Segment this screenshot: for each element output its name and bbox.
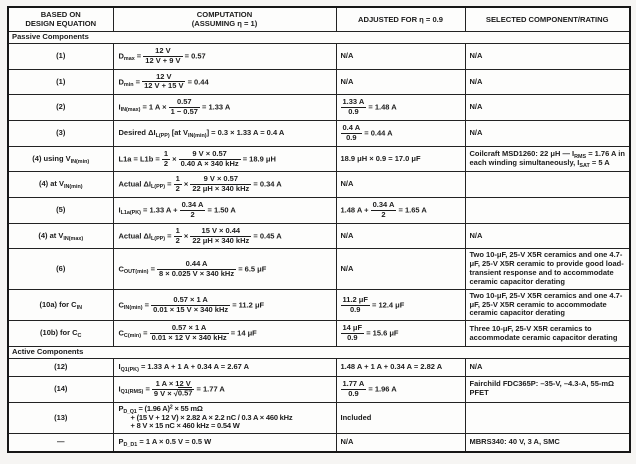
table-row [8, 223, 630, 249]
fraction-numerator: 1 [163, 148, 169, 158]
cell-selected-component [465, 402, 630, 434]
fraction-numerator: 0.34 A [181, 200, 204, 210]
fraction-numerator: 15 V × 0.44 [190, 227, 251, 237]
cell-design-equation: (4) at $V_{IN(max)}$ [8, 223, 113, 249]
header-computation-line1: COMPUTATION [196, 10, 253, 19]
fraction-numerator: 11.2 μF [342, 294, 368, 304]
table-row [8, 146, 630, 172]
table-row [8, 69, 630, 95]
cell-design-equation: (2) [8, 95, 113, 121]
subscript: SAT [579, 162, 590, 169]
cell-selected-component: Fairchild FDC365P: –35-V, –4.3-A, 55-mΩ PFET [465, 376, 630, 402]
cell-selected-component: N/A [465, 95, 630, 121]
fraction [179, 150, 241, 169]
cell-computation: $C_{IN(min)}$ = $\frac{0.57 \times 1 A}{\text{0.01 × 15 V × 340 kHz}}$ = 11.2 μF [113, 289, 336, 321]
fraction-denominator: 2 [381, 209, 386, 219]
fraction-denominator: 0.9 [347, 333, 358, 343]
subscript: Q1(RMS) [120, 389, 144, 396]
fraction-denominator: 0.9 [348, 388, 359, 398]
fraction [341, 380, 367, 399]
cell-design-equation: (14) [8, 376, 113, 402]
cell-computation: Actual $\Delta I_{L(PP)}$ = $\frac{1}{2}$ × $\frac{15 V \times 0.44}{\text{22 μH × 340 kHz}}$ = 0.45 A [113, 223, 336, 249]
cell-adjusted: 18.9 μH × 0.9 = 17.0 μF [336, 146, 465, 172]
fraction-denominator: 0.9 [350, 304, 361, 314]
fraction-numerator: 1.77 A [342, 378, 365, 388]
fraction-numerator: 0.57 × 1 A [151, 296, 230, 306]
table-row [8, 376, 630, 402]
subscript: D_D1 [123, 441, 138, 448]
fraction-numerator: 12 V [143, 47, 182, 57]
subscript: IN(min) [70, 158, 90, 165]
formula-line: + 8 V × 15 nC × 460 kHz = 0.54 W [130, 421, 240, 431]
subscript: Q1(PK) [120, 366, 139, 373]
fraction [142, 73, 185, 92]
table-row [8, 120, 630, 146]
fraction [169, 98, 200, 117]
fraction [341, 124, 363, 143]
cell-adjusted: N/A [336, 69, 465, 95]
fraction [152, 380, 195, 399]
cell-selected-component: Coilcraft MSD1260: 22 μH — $I_{RMS} = 1.76$ A in each winding simultaneously, $I_{SAT} = 5$ A [465, 146, 630, 172]
fraction-denominator: 1 − 0.57 [170, 107, 198, 117]
fraction-denominator: 2 [175, 184, 180, 194]
fraction-numerator: 1 [175, 225, 180, 235]
cell-computation: $D_{min}$ = $\frac{12 V}{12 V + 15 V}$ = 0.44 [113, 69, 336, 95]
table-row [8, 321, 630, 347]
subscript: L1a(PK) [120, 210, 141, 217]
cell-computation: $I_{Q1(PK)} = 1.33$ A + 1 A + 0.34 A = 2.67 A [113, 358, 336, 376]
header-computation [113, 7, 336, 31]
fraction [157, 260, 236, 279]
table-row [8, 289, 630, 321]
cell-computation [113, 402, 336, 434]
subscript: L(PP) [150, 235, 166, 242]
table-row [8, 43, 630, 69]
fraction-numerator: 14 μF [342, 323, 363, 333]
fraction-denominator: 0.01 × 12 V × 340 kHz [151, 333, 227, 343]
cell-adjusted: $\frac{14 \mu F}{0.9}$ = 15.6 μF [336, 321, 465, 347]
cell-selected-component: N/A [465, 358, 630, 376]
section-row [8, 347, 630, 359]
cell-computation: $C_{OUT(min)}$ = $\frac{0.44 A}{\text{8 × 0.025 V × 340 kHz}}$ = 6.5 μF [113, 249, 336, 289]
cell-selected-component: N/A [465, 223, 630, 249]
cell-selected-component [465, 198, 630, 224]
cell-design-equation: (1) [8, 69, 113, 95]
cell-design-equation: (4) at $V_{IN(min)}$ [8, 172, 113, 198]
fraction [162, 150, 170, 169]
table-header-row [8, 7, 630, 31]
header-design-equation [8, 7, 113, 31]
cell-computation: $I_{Q1(RMS)}$ = $\frac{1 A \times 12 V}{9 V \times √0.57}$ = 1.77 A [113, 376, 336, 402]
fraction-denominator: 2 [175, 235, 180, 245]
cell-selected-component: Three 10-μF, 25-V X5R ceramics to accommodate ceramic capacitor derating [465, 321, 630, 347]
cell-design-equation: (12) [8, 358, 113, 376]
fraction [174, 175, 182, 194]
subscript: min [123, 81, 134, 88]
cell-computation: $D_{max}$ = $\frac{12 V}{12 V + 9 V}$ = 0.57 [113, 43, 336, 69]
cell-adjusted: N/A [336, 43, 465, 69]
fraction-denominator: 22 μH × 340 kHz [192, 184, 250, 194]
fraction-denominator: 2 [190, 209, 195, 219]
fraction-denominator: 9 V × √0.57 [153, 388, 193, 398]
subscript: max [123, 56, 135, 63]
fraction [174, 227, 182, 246]
fraction [341, 324, 365, 343]
cell-selected-component: N/A [465, 120, 630, 146]
cell-selected-component [465, 172, 630, 198]
fraction-numerator: 0.57 × 1 A [150, 324, 229, 334]
fraction-numerator: 0.44 A [157, 260, 236, 270]
cell-design-equation: (1) [8, 43, 113, 69]
cell-selected-component: N/A [465, 69, 630, 95]
cell-design-equation: (10a) for $C_{IN}$ [8, 289, 113, 321]
fraction-denominator: 0.9 [348, 107, 359, 117]
header-selected-component: SELECTED COMPONENT/RATING [465, 7, 630, 31]
subscript: D_Q1 [123, 408, 137, 415]
cell-design-equation: (3) [8, 120, 113, 146]
sqrt-expression: √0.57 [173, 388, 193, 398]
fraction-denominator: 0.9 [346, 132, 357, 142]
fraction [150, 324, 229, 343]
cell-design-equation: (13) [8, 402, 113, 434]
cell-adjusted: $\frac{1.77 A}{0.9}$ = 1.96 A [336, 376, 465, 402]
fraction-denominator: 2 [163, 158, 169, 168]
cell-selected-component: Two 10-μF, 25-V X5R ceramics and one 4.7-μF, 25-V X5R ceramic to accommodate ceramic capacitor derating [465, 289, 630, 321]
fraction-numerator: 1 A × 12 V [152, 380, 195, 390]
header-design-equation-line2: DESIGN EQUATION [25, 19, 97, 29]
subscript: RMS [574, 154, 587, 161]
cell-adjusted: $\frac{0.4 A}{0.9}$ = 0.44 A [336, 120, 465, 146]
fraction [143, 47, 182, 66]
fraction [190, 175, 251, 194]
table-row [8, 402, 630, 434]
fraction-numerator: 1.33 A [342, 97, 365, 107]
fraction-denominator: 22 μH × 340 kHz [192, 235, 250, 245]
subscript: IN [76, 304, 82, 311]
subscript: OUT(min) [123, 268, 149, 275]
fraction [180, 201, 206, 220]
section-title: Active Components [8, 347, 630, 359]
fraction-numerator: 0.4 A [342, 122, 361, 132]
fraction-denominator: 12 V + 15 V [144, 81, 184, 91]
fraction [371, 201, 397, 220]
cell-computation: $C_{C(min)}$ = $\frac{0.57 \times 1 A}{\text{0.01 × 12 V × 340 kHz}}$ = 14 μF [113, 321, 336, 347]
subscript: IN(min) [123, 304, 143, 311]
subscript: IN(max) [120, 107, 141, 114]
formula-line: + (15 V + 12 V) × 2.82 A × 2.2 nC / 0.3 A × 460 kHz [130, 412, 293, 422]
cell-computation: $I_{L1a(PK)} = 1.33$ A + $\frac{0.34 A}{2}$ = 1.50 A [113, 198, 336, 224]
cell-computation: Desired $\Delta I_{L(PP)}$ [at $V_{IN(min)}] = 0.3 \times 1.33$ A = 0.4 A [113, 120, 336, 146]
subscript: IN(max) [63, 235, 84, 242]
fraction [190, 227, 251, 246]
superscript: 2 [169, 403, 173, 410]
subscript: L(PP) [155, 132, 170, 139]
cell-computation: L1a = L1b = $\frac{1}{2}$ × $\frac{9 V \times 0.57}{\text{0.40 A × 340 kHz}}$ = 18.9 μH [113, 146, 336, 172]
header-design-equation-line1: BASED ON [40, 10, 81, 19]
fraction-denominator: 0.01 × 15 V × 340 kHz [153, 304, 229, 314]
cell-design-equation: (5) [8, 198, 113, 224]
design-computation-table [7, 6, 631, 453]
fraction-denominator: 0.40 A × 340 kHz [180, 158, 239, 168]
table-row [8, 95, 630, 121]
fraction [341, 98, 367, 117]
cell-design-equation: (6) [8, 249, 113, 289]
formula-line: $P_{D\_Q1} = (1.96$ A)$^2$ × 55 mΩ [118, 403, 203, 415]
cell-computation: $P_{D\_D1} = 1$ A × 0.5 V = 0.5 W [113, 434, 336, 452]
table-row [8, 358, 630, 376]
cell-selected-component: MBRS340: 40 V, 3 A, SMC [465, 434, 630, 452]
fraction-numerator: 0.34 A [372, 200, 395, 210]
cell-adjusted: $\frac{1.33 A}{0.9}$ = 1.48 A [336, 95, 465, 121]
table-row [8, 434, 630, 452]
fraction-denominator: 8 × 0.025 V × 340 kHz [159, 268, 235, 278]
subscript: IN(min) [188, 132, 207, 139]
cell-adjusted: 1.48 A + $\frac{0.34 A}{2}$ = 1.65 A [336, 198, 465, 224]
table-row [8, 172, 630, 198]
table-row [8, 249, 630, 289]
header-computation-line2: (ASSUMING η = 1) [191, 19, 258, 29]
header-adjusted: ADJUSTED FOR η = 0.9 [336, 7, 465, 31]
section-row [8, 31, 630, 43]
cell-selected-component: N/A [465, 43, 630, 69]
section-title: Passive Components [8, 31, 630, 43]
cell-adjusted: $\frac{11.2 \mu F}{0.9}$ = 12.4 μF [336, 289, 465, 321]
sqrt-argument: 0.57 [177, 388, 193, 398]
subscript: C [77, 333, 82, 340]
table-row [8, 198, 630, 224]
subscript: C(min) [123, 333, 141, 340]
fraction-numerator: 1 [175, 174, 180, 184]
cell-selected-component: Two 10-μF, 25-V X5R ceramics and one 4.7-μF, 25-V X5R ceramic to provide good load-transient response and to accommodate ceramic capacitor derating [465, 249, 630, 289]
fraction [151, 296, 230, 315]
cell-design-equation: — [8, 434, 113, 452]
cell-adjusted: N/A [336, 223, 465, 249]
cell-adjusted: N/A [336, 249, 465, 289]
fraction-numerator: 12 V [142, 73, 185, 83]
fraction-numerator: 9 V × 0.57 [190, 175, 251, 185]
cell-adjusted: N/A [336, 434, 465, 452]
fraction-numerator: 9 V × 0.57 [179, 150, 241, 160]
fraction-denominator: 12 V + 9 V [145, 55, 181, 65]
cell-design-equation: (10b) for $C_C$ [8, 321, 113, 347]
cell-adjusted: N/A [336, 172, 465, 198]
fraction-numerator: 0.57 [169, 98, 200, 108]
cell-adjusted: Included [336, 402, 465, 434]
subscript: IN(min) [63, 184, 83, 191]
cell-adjusted: 1.48 A + 1 A + 0.34 A = 2.82 A [336, 358, 465, 376]
subscript: L(PP) [150, 184, 166, 191]
table-body [8, 31, 630, 451]
cell-computation: Actual $\Delta I_{L(PP)}$ = $\frac{1}{2}$ × $\frac{9 V \times 0.57}{\text{22 μH × 340 kHz}}$ = 0.34 A [113, 172, 336, 198]
cell-computation: $I_{IN(max)} = 1$ A × $\frac{0.57}{1 - 0.57}$ = 1.33 A [113, 95, 336, 121]
cell-design-equation: (4) using $V_{IN(min)}$ [8, 146, 113, 172]
fraction [341, 296, 370, 315]
